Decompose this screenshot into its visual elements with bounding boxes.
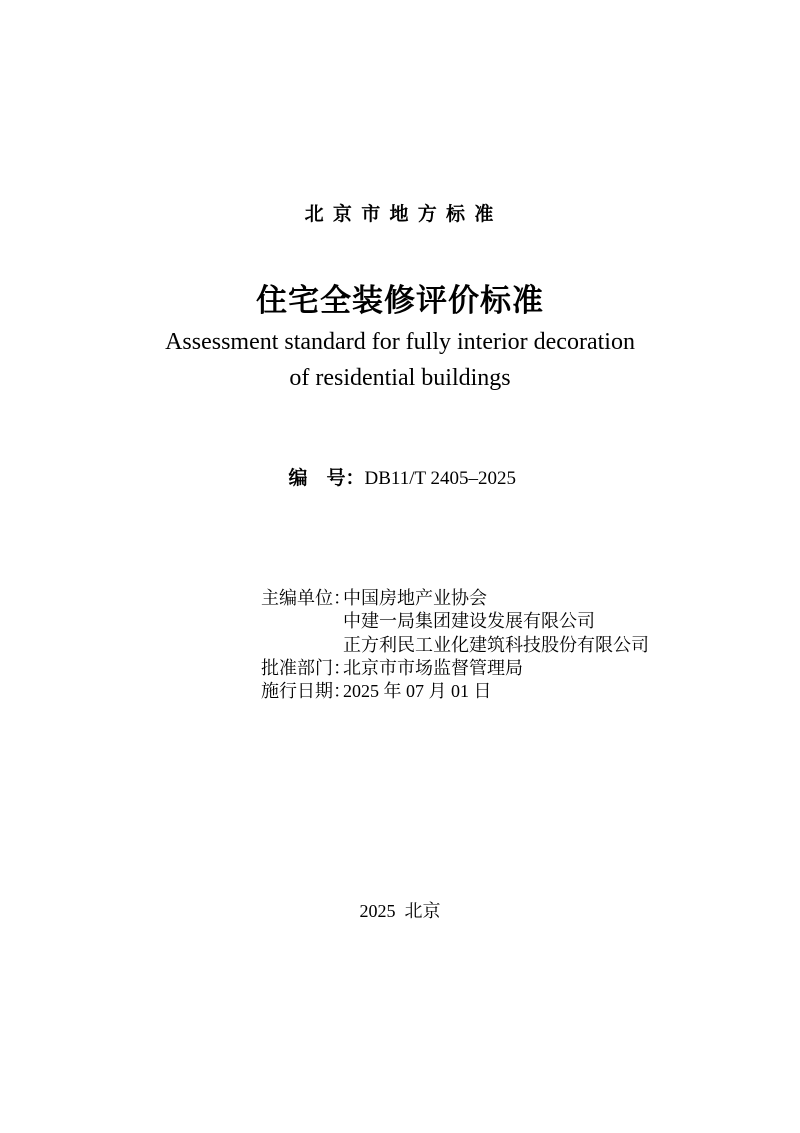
code-value: DB11/T 2405–2025	[364, 468, 516, 489]
standard-code	[260, 468, 516, 511]
title-english-line2: of residential buildings	[289, 365, 511, 391]
code-label: 编 号：	[288, 468, 365, 489]
chief-editor-label-blank	[261, 610, 343, 633]
info-row-chief-editor	[261, 587, 649, 610]
standard-category-heading: 北 京 市 地 方 标 准	[304, 204, 496, 225]
info-row-chief-editor-cont	[261, 610, 649, 633]
title-chinese: 住宅全装修评价标准	[256, 283, 544, 318]
approval-department-label: 批准部门：	[261, 657, 351, 678]
title-english-line1: Assessment standard for fully interior decoration	[165, 329, 635, 355]
chief-editor-label: 主编单位：	[261, 588, 351, 608]
publication-year-city: 2025 北京	[359, 901, 441, 921]
publication-info-block	[261, 587, 649, 703]
info-row-chief-editor-cont	[261, 634, 649, 657]
chief-editor-value-3: 正方利民工业化建筑科技股份有限公司	[343, 634, 649, 655]
effective-date-label: 施行日期：	[261, 681, 351, 702]
chief-editor-value-2: 中建一局集团建设发展有限公司	[343, 611, 595, 632]
info-row-effective-date	[261, 680, 649, 703]
title-english	[0, 324, 800, 396]
info-row-approval-department	[261, 657, 649, 680]
chief-editor-value-1: 中国房地产业协会	[343, 588, 487, 608]
approval-department-value: 北京市市场监督管理局	[343, 657, 523, 678]
standard-code-line	[0, 441, 800, 512]
effective-date-value: 2025 年 07 月 01 日	[343, 681, 492, 702]
chief-editor-label-blank	[261, 634, 343, 657]
